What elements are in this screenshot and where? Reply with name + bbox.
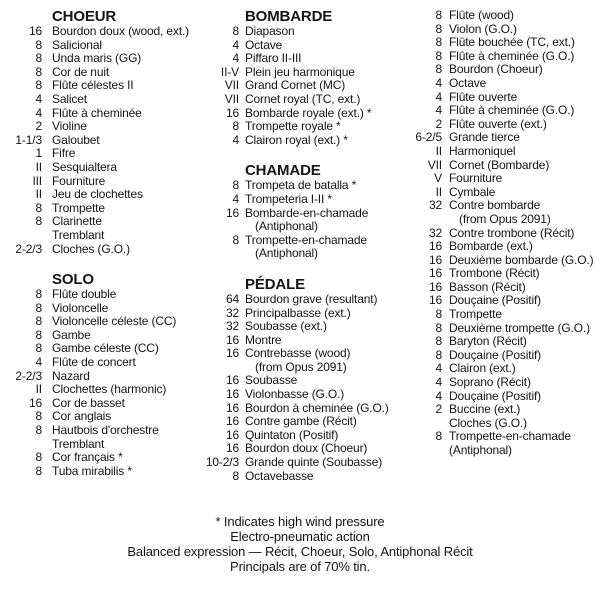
stop-name: Cornet (Bombarde) [449, 157, 550, 172]
stop-pitch: 1-1/3 [15, 132, 42, 147]
stop-pitch: 8 [35, 314, 42, 329]
division-heading: CHOEUR [52, 8, 117, 25]
stop-name: Salicet [52, 91, 87, 106]
stop-pitch: 8 [35, 200, 42, 215]
division-heading: BOMBARDE [245, 8, 333, 25]
stop-row [197, 93, 389, 107]
stop-name: Soprano (Récit) [449, 375, 531, 390]
stop-row [0, 397, 189, 411]
stop-row [0, 370, 189, 384]
stop-name: Bombarde-en-chamade [245, 205, 369, 220]
stop-row [0, 288, 189, 302]
stop-row [0, 424, 189, 438]
stop-row [399, 417, 593, 431]
stop-row [399, 362, 593, 376]
stop-pitch: 4 [435, 103, 442, 118]
stop-row [197, 220, 389, 234]
stop-pitch: III [32, 173, 42, 188]
stop-name: Octave [449, 75, 487, 90]
stop-name: Bourdon doux (wood, ext.) [52, 24, 189, 38]
stop-row [0, 79, 189, 93]
stop-pitch: 16 [428, 266, 442, 281]
stop-pitch: 8 [435, 48, 442, 63]
stop-pitch: II [35, 382, 42, 397]
stop-name: Hautbois d'orchestre [52, 423, 159, 438]
stop-name: Bourdon doux (Choeur) [245, 441, 368, 456]
stop-name: Unda maris (GG) [52, 51, 142, 66]
stop-row [0, 188, 189, 202]
stop-row [197, 347, 389, 361]
stop-name: Tremblant [52, 227, 105, 242]
stop-name: Tuba mirabilis * [52, 463, 132, 478]
stop-pitch: 8 [435, 62, 442, 77]
stop-name: Flûte à cheminée (G.O.) [449, 48, 575, 63]
stop-pitch [197, 247, 239, 261]
stop-row [0, 66, 189, 80]
stop-name: Octave [245, 37, 283, 52]
stop-row [399, 23, 593, 37]
stop-name: Fourniture [449, 171, 503, 186]
stop-row [197, 179, 389, 193]
stop-pitch: 16 [225, 387, 239, 402]
stop-row [399, 213, 593, 227]
stop-pitch: 4 [35, 105, 42, 120]
stop-name: Violine [52, 119, 87, 134]
stop-name: Flûte double [52, 287, 117, 302]
stop-name: Trompette-en-chamade [449, 429, 571, 444]
stop-pitch: 2 [435, 116, 442, 131]
stop-pitch: 8 [35, 51, 42, 66]
stop-row [0, 342, 189, 356]
division-bombarde [197, 9, 389, 147]
stop-pitch: 16 [428, 252, 442, 267]
stop-name: Deuxième bombarde (G.O.) [449, 252, 594, 267]
stop-name: Flûte ouverte [449, 89, 518, 104]
stop-row [197, 429, 389, 443]
stop-name: Clairon royal (ext.) * [245, 132, 348, 147]
stop-pitch: 8 [232, 178, 239, 193]
stop-name: Trompette-en-chamade [245, 232, 367, 247]
stop-pitch: 1 [35, 146, 42, 161]
stop-name: Violon (G.O.) [449, 21, 517, 36]
stop-name: Grande tierce [449, 130, 520, 145]
stop-name: Flûte célestes II [52, 78, 134, 93]
stop-name: Douçaine (Positif) [449, 388, 542, 403]
stop-row [399, 9, 593, 23]
division-heading: CHAMADE [245, 162, 321, 180]
stop-row [399, 172, 593, 186]
stop-name: Trompette [449, 307, 502, 322]
stop-name: Principalbasse (ext.) [245, 305, 351, 320]
stop-row [399, 335, 593, 349]
stop-pitch: 64 [225, 291, 239, 306]
stop-row [197, 415, 389, 429]
stop-pitch: 8 [35, 463, 42, 478]
stop-pitch: 8 [435, 320, 442, 335]
stop-row [399, 240, 593, 254]
stop-row [0, 202, 189, 216]
stop-name: Montre [245, 332, 282, 347]
stop-pitch: 4 [435, 75, 442, 90]
stop-name: Contrebasse (wood) [245, 346, 351, 361]
stop-name: Harmoniquel [449, 143, 516, 158]
stop-row [197, 307, 389, 321]
stop-row [399, 349, 593, 363]
stop-row [399, 227, 593, 241]
stop-pitch: 2 [435, 402, 442, 417]
stop-row [0, 243, 189, 257]
stop-row [399, 376, 593, 390]
stop-name: Soubasse (ext.) [245, 319, 327, 334]
stop-row [197, 293, 389, 307]
stop-pitch: 4 [35, 355, 42, 370]
stop-name: Contre trombone (Récit) [449, 225, 575, 240]
stop-row [0, 229, 189, 243]
stop-row [399, 186, 593, 200]
stop-name: (Antiphonal) [449, 443, 512, 457]
stop-name: Quintaton (Positif) [245, 427, 339, 442]
stop-row [0, 302, 189, 316]
stop-pitch: 8 [35, 300, 42, 315]
stop-pitch: 16 [225, 414, 239, 429]
stop-name: Cymbale [449, 184, 496, 199]
stop-pitch: 10-2/3 [205, 455, 239, 470]
stop-row [0, 175, 189, 189]
stop-name: Clochettes (harmonic) [52, 382, 167, 397]
stop-row [197, 25, 389, 39]
stop-row [399, 444, 593, 458]
stop-name: Plein jeu harmonique [245, 64, 355, 79]
stop-name: Trompette [52, 200, 105, 215]
stop-pitch: 16 [428, 293, 442, 308]
stop-pitch [197, 220, 239, 234]
stop-row [197, 334, 389, 348]
stop-pitch: II [35, 159, 42, 174]
stop-row [197, 320, 389, 334]
stop-row [0, 52, 189, 66]
stop-pitch [0, 438, 42, 452]
division-chamade [197, 163, 389, 261]
stop-name: Bombarde royale (ext.) * [245, 105, 372, 120]
stop-pitch: 2 [35, 119, 42, 134]
stop-name: Jeu de clochettes [52, 187, 143, 202]
stop-name: Clarinette [52, 214, 102, 229]
stop-pitch: 16 [428, 239, 442, 254]
stop-name: Trombone (Récit) [449, 266, 540, 281]
stop-pitch [399, 213, 442, 227]
division-solo [0, 272, 189, 478]
stop-pitch: II-V [220, 64, 239, 79]
stop-name: Gambe céleste (CC) [52, 341, 159, 356]
stop-name: Trompeta de batalla * [245, 178, 357, 193]
stop-pitch: 16 [28, 395, 42, 410]
stop-pitch: 4 [435, 375, 442, 390]
stop-pitch: VII [427, 157, 442, 172]
stop-row [197, 470, 389, 484]
stop-row [399, 36, 593, 50]
stop-name: Cor français * [52, 450, 123, 465]
stop-row [399, 281, 593, 295]
stop-name: Sesquialtera [52, 159, 117, 174]
stop-pitch: 8 [35, 327, 42, 342]
footnotes [0, 514, 600, 574]
stop-pitch [399, 417, 442, 431]
stop-name: (from Opus 2091) [255, 359, 347, 374]
stop-row [197, 456, 389, 470]
stop-pitch: 8 [435, 334, 442, 349]
stop-row [0, 410, 189, 424]
stop-row [0, 161, 189, 175]
stop-pitch: 4 [435, 361, 442, 376]
stop-name: Deuxième trompette (G.O.) [449, 320, 590, 335]
stop-pitch: 16 [225, 346, 239, 361]
stop-row [0, 356, 189, 370]
stop-pitch: 16 [225, 400, 239, 415]
stop-name: Bourdon (Choeur) [449, 62, 543, 77]
stop-pitch: 8 [435, 429, 442, 444]
stop-row [399, 145, 593, 159]
stop-pitch: 2-2/3 [15, 241, 42, 256]
stop-row [399, 91, 593, 105]
stop-row [399, 199, 593, 213]
stop-row [0, 39, 189, 53]
stop-row [399, 390, 593, 404]
stop-name: Douçaine (Positif) [449, 293, 542, 308]
stop-name: Violoncelle céleste (CC) [52, 314, 177, 329]
stop-row [399, 403, 593, 417]
stop-name: (from Opus 2091) [459, 211, 551, 226]
stop-row [197, 247, 389, 261]
stop-row [197, 193, 389, 207]
stoplist-column-3 [399, 9, 593, 474]
stop-row [197, 234, 389, 248]
stop-name: Contre bombarde [449, 198, 541, 213]
stop-row [399, 267, 593, 281]
stop-name: Trompette royale * [245, 119, 341, 134]
stop-name: Octavebasse [245, 468, 314, 483]
stop-row [0, 107, 189, 121]
stop-pitch: 8 [232, 119, 239, 134]
stop-row [0, 329, 189, 343]
stop-pitch: 8 [232, 468, 239, 483]
stop-pitch: II [35, 187, 42, 202]
stop-pitch: 2-2/3 [15, 368, 42, 383]
stop-row [399, 254, 593, 268]
stop-pitch: 32 [225, 305, 239, 320]
stop-pitch: 4 [35, 91, 42, 106]
stop-pitch: 32 [428, 225, 442, 240]
stop-name: Piffaro II-III [245, 51, 302, 66]
stop-row [197, 207, 389, 221]
stop-name: Bombarde (ext.) [449, 239, 533, 254]
stop-name: Soubasse [245, 373, 298, 388]
stop-pitch: 8 [435, 35, 442, 50]
stop-pitch: 4 [435, 388, 442, 403]
stop-pitch: 16 [225, 427, 239, 442]
stop-pitch [399, 444, 442, 458]
stop-name: Fifre [52, 146, 76, 161]
stop-name: Basson (Récit) [449, 279, 526, 294]
stop-name: Baryton (Récit) [449, 334, 527, 349]
stop-row [0, 315, 189, 329]
stop-pitch: 16 [225, 105, 239, 120]
stop-name: Bourdon à cheminée (G.O.) [245, 400, 389, 415]
stop-name: Cor de basset [52, 395, 125, 410]
stop-name: Buccine (ext.) [449, 402, 521, 417]
stop-name: Flûte à cheminée [52, 105, 142, 120]
stop-pitch: 8 [435, 307, 442, 322]
stop-pitch: II [435, 143, 442, 158]
stop-pitch: 8 [35, 287, 42, 302]
stop-row [399, 322, 593, 336]
stop-pitch: 8 [435, 8, 442, 22]
stop-pitch: 16 [225, 441, 239, 456]
stop-row [197, 388, 389, 402]
stop-row [399, 294, 593, 308]
stop-pitch: 8 [35, 78, 42, 93]
stop-pitch: 8 [35, 341, 42, 356]
stop-row [399, 430, 593, 444]
stop-name: Cor anglais [52, 409, 112, 424]
division-pdale [197, 277, 389, 483]
stop-pitch: 8 [35, 450, 42, 465]
stop-row [197, 52, 389, 66]
stop-row [399, 159, 593, 173]
stop-row [399, 131, 593, 145]
footnote-high-pressure: * Indicates high wind pressure [215, 514, 385, 529]
stop-row [197, 107, 389, 121]
stop-pitch: 4 [232, 191, 239, 206]
stop-name: (Antiphonal) [255, 246, 318, 261]
stop-row [0, 465, 189, 479]
stop-name: Fourniture [52, 173, 106, 188]
stop-pitch: 4 [232, 51, 239, 66]
footnote-expression: Balanced expression — Récit, Choeur, Solo, Antiphonal Récit [127, 544, 473, 559]
stop-name: Grand Cornet (MC) [245, 78, 346, 93]
stop-name: Galoubet [52, 132, 100, 147]
stop-pitch: 4 [232, 132, 239, 147]
stop-row [0, 134, 189, 148]
stop-name: Violoncelle [52, 300, 109, 315]
stop-row [0, 25, 189, 39]
stop-pitch [0, 229, 42, 243]
stop-pitch: 8 [35, 37, 42, 52]
stop-name: Cloches (G.O.) [449, 415, 527, 430]
stop-pitch: 16 [225, 373, 239, 388]
stop-name: Cornet royal (TC, ext.) [245, 91, 361, 106]
stop-pitch: 8 [35, 64, 42, 79]
stoplist-column-2 [197, 9, 389, 499]
stop-name: Tremblant [52, 436, 105, 451]
stop-pitch: V [434, 171, 442, 186]
stop-pitch: 8 [232, 24, 239, 38]
stop-pitch: 8 [435, 347, 442, 362]
stop-pitch: 6-2/5 [415, 130, 442, 145]
stop-name: Grande quinte (Soubasse) [245, 455, 383, 470]
stop-row [399, 77, 593, 91]
division-heading: PÉDALE [245, 275, 305, 293]
stop-row [0, 438, 189, 452]
stop-name: Gambe [52, 327, 91, 342]
stop-row [0, 120, 189, 134]
stop-row [197, 134, 389, 148]
stop-pitch: 8 [435, 21, 442, 36]
stop-pitch: 16 [428, 279, 442, 294]
stop-pitch: VII [224, 78, 239, 93]
stop-name: Flûte ouverte (ext.) [449, 116, 547, 131]
stop-pitch: 16 [225, 332, 239, 347]
stop-name: Salicional [52, 37, 102, 52]
footnote-principals: Principals are of 70% tin. [230, 559, 370, 574]
stop-name: Nazard [52, 368, 90, 383]
stop-row [197, 39, 389, 53]
stop-name: (Antiphonal) [255, 219, 318, 234]
stop-row [197, 374, 389, 388]
stop-pitch: 4 [232, 37, 239, 52]
stop-name: Cor de nuit [52, 64, 110, 79]
stop-row [399, 63, 593, 77]
stop-row [197, 79, 389, 93]
stop-pitch: 16 [225, 205, 239, 220]
stoplist-column-1 [0, 9, 189, 494]
stop-row [0, 451, 189, 465]
stop-name: Violonbasse (G.O.) [245, 387, 345, 402]
stop-row [0, 93, 189, 107]
division-heading: SOLO [52, 271, 94, 289]
stop-row [399, 308, 593, 322]
stop-name: Flûte bouchée (TC, ext.) [449, 35, 575, 50]
stop-row [197, 442, 389, 456]
stop-row [399, 118, 593, 132]
stop-pitch: 8 [35, 409, 42, 424]
stop-row [197, 402, 389, 416]
stop-pitch: 8 [35, 423, 42, 438]
stop-name: Bourdon grave (resultant) [245, 291, 378, 306]
stop-pitch: 8 [35, 214, 42, 229]
stop-pitch: 32 [225, 319, 239, 334]
stop-pitch: 8 [232, 232, 239, 247]
stop-row [0, 215, 189, 229]
stop-name: Flûte à cheminée (G.O.) [449, 103, 575, 118]
stop-row [197, 66, 389, 80]
footnote-action: Electro-pneumatic action [230, 529, 370, 544]
stop-row [197, 361, 389, 375]
stop-pitch: II [435, 184, 442, 199]
stop-name: Flûte de concert [52, 355, 136, 370]
stop-row [399, 104, 593, 118]
stop-row [197, 120, 389, 134]
stop-pitch: 4 [435, 89, 442, 104]
stop-pitch: 32 [428, 198, 442, 213]
stop-name: Douçaine (Positif) [449, 347, 542, 362]
stop-name: Diapason [245, 24, 295, 38]
stop-name: Clairon (ext.) [449, 361, 516, 376]
stop-pitch: 16 [28, 24, 42, 38]
stop-name: Flûte (wood) [449, 8, 514, 22]
stop-name: Contre gambe (Récit) [245, 414, 357, 429]
stop-pitch [197, 361, 239, 375]
stop-name: Trompeteria I-II * [245, 191, 332, 206]
stop-pitch: VII [224, 91, 239, 106]
stop-row [0, 383, 189, 397]
stop-row [0, 147, 189, 161]
stop-row [399, 50, 593, 64]
stop-name: Cloches (G.O.) [52, 241, 130, 256]
division-continued [399, 9, 593, 458]
division-choeur [0, 9, 189, 256]
